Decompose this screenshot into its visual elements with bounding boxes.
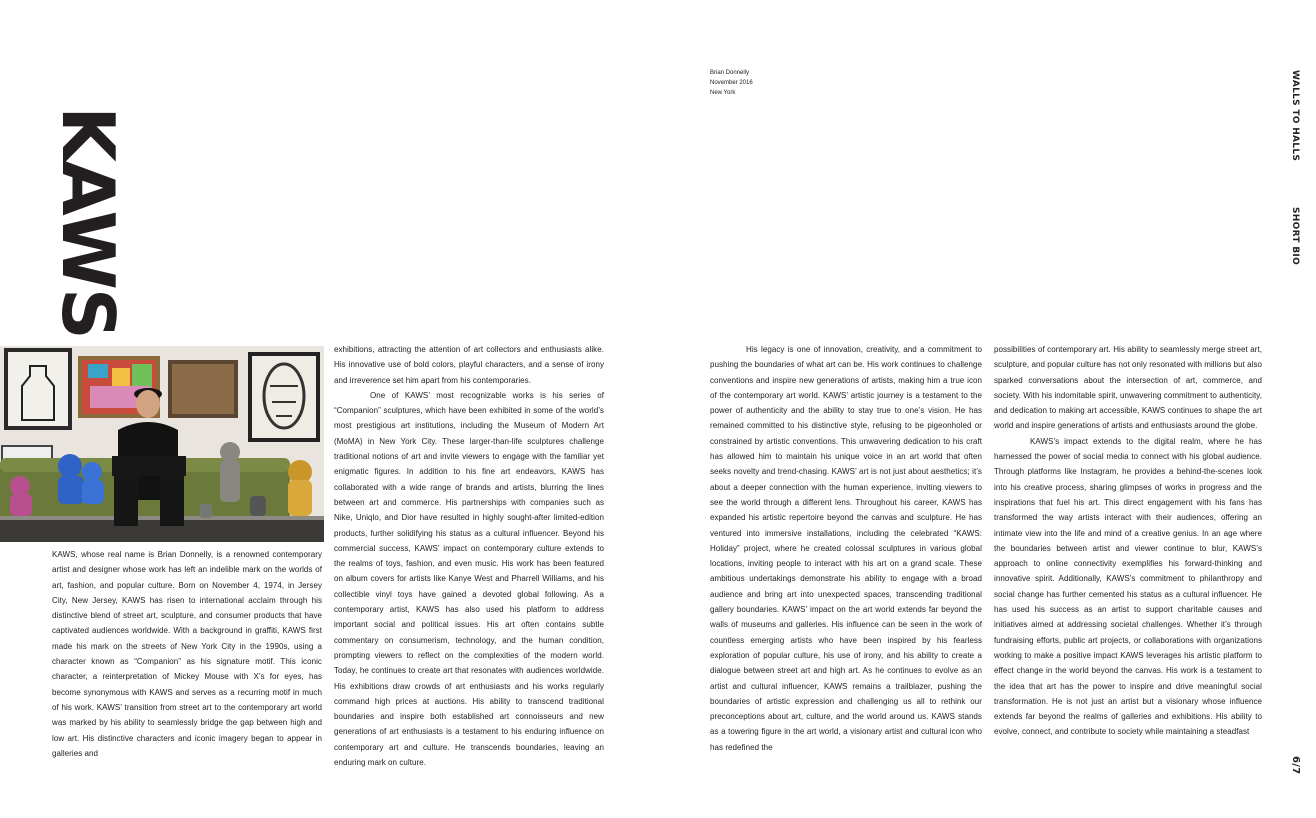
artist-photo bbox=[0, 346, 324, 542]
byline-location: New York bbox=[710, 90, 736, 96]
body-paragraph: His legacy is one of innovation, creativity, and a commitment to pushing the boundaries of what art can be. His work continues to challenge conventions and inspire new generations of artists, making him a true icon of the contemporary art world. KAWS’ artistic journey is a testament to the power of authenticity and the ability to stay true to one’s vision. He has remained committed to his distinctive style, refusing to be pigeonholed or constrained by artistic conventions. This unwavering dedication to his craft has allowed him to maintain his unique voice in an art world that often seeks novelty and trend-chasing. KAWS’ art is not just about aesthetics; it’s about a deeper connection with the human experience, inviting viewers to see the world through a different lens. Throughout his career, KAWS has expanded his artistic repertoire beyond the canvas and sculpture. He has ventured into immersive installations, including the celebrated “KAWS: Holiday” project, where he created colossal sculptures in various global locations, inviting people to interact with his art on a grand scale. These ambitious undertakings demonstrate his ability to engage with a broad audience and bring art into unexpected spaces, transcending traditional gallery boundaries. KAWS’ impact on the art world extends far beyond the walls of museums and galleries. His influence can be seen in the work of countless emerging artists who have been inspired by his fearless exploration of popular culture, his use of irony, and his ability to create a dialogue between street art and high art. As he continues to evolve as an artist and cultural influencer, KAWS remains a trailblazer, pushing the boundaries of artistic expression and challenging us all to rethink our preconceptions about art, culture, and the world around us. KAWS stands as a towering figure in the art world, a visionary artist and cultural icon who has redefined the bbox=[710, 345, 982, 752]
body-column-3 bbox=[710, 342, 982, 755]
page-number-text: 6/7 bbox=[1290, 756, 1301, 775]
article-title bbox=[46, 106, 130, 338]
body-paragraph: exhibitions, attracting the attention of art collectors and enthusiasts alike. His innovative use of bold colors, playful characters, and a sense of irony and irreverence set him apart from his contemporaries. bbox=[334, 345, 604, 385]
byline bbox=[710, 68, 753, 98]
body-paragraph: KAWS, whose real name is Brian Donnelly, is a renowned contemporary artist and designer whose work has left an indelible mark on the worlds of art, fashion, and popular culture. Born on November 4, 1974, in Jersey City, New Jersey, KAWS has risen to international acclaim through his distinctive blend of street art, sculpture, and consumer products that have captivated audiences worldwide. With a background in graffiti, KAWS first made his mark on the streets of New York City in the 1990s, using a character known as “Companion” as his signature motif. This iconic character, a reinterpretation of Mickey Mouse with X’s for eyes, has become synonymous with KAWS and serves as a recurring motif in much of his work. KAWS’ transition from street art to the contemporary art world was marked by his ability to seamlessly bridge the gap between high and low art. His distinctive characters and iconic imagery began to appear in galleries and bbox=[52, 550, 322, 758]
byline-date: November 2016 bbox=[710, 80, 753, 86]
side-label-subsection bbox=[1290, 207, 1304, 265]
side-label-section bbox=[1290, 70, 1304, 161]
body-paragraph: possibilities of contemporary art. His ability to seamlessly merge street art, sculpture, and popular culture has not only resonated with millions but also sparked conversations about the intersection of art, commerce, and society. With his indomitable spirit, unwavering commitment to authenticity, and dedication to making art accessible, KAWS continues to shape the art world and inspire generations of artists and enthusiasts around the globe. bbox=[994, 345, 1262, 431]
artist-photo-illustration bbox=[0, 346, 324, 542]
side-label-short-bio: SHORT BIO bbox=[1290, 207, 1300, 266]
body-paragraph: One of KAWS’ most recognizable works is his series of “Companion” sculptures, which have been exhibited in some of the world’s most prestigious art institutions, including the Museum of Modern Art (MoMA) in New York City. These larger-than-life sculptures challenge traditional notions of art and invite viewers to engage with the familiar yet enigmatic figures. In addition to his fine art endeavors, KAWS has collaborated with a wide range of brands and artists, blurring the lines between art and commerce. His partnerships with companies such as Nike, Uniqlo, and Dior have resulted in highly sought-after limited-edition products, further solidifying his status as a cultural influencer. Beyond his commercial success, KAWS’ impact on contemporary culture extends to the realms of toys, fashion, and even music. His work has been featured on album covers for artists like Kanye West and Pharrell Williams, and his collectible vinyl toys have gained a devoted global following. As a contemporary artist, KAWS has also used his platform to address important social and political issues. His art often contains subtle commentary on consumerism, technology, and the human condition, prompting viewers to reflect on the complexities of the modern world. Today, he continues to create art that resonates with audiences worldwide. His exhibitions draw crowds of art enthusiasts and his works regularly command high prices at auctions. His ability to transcend traditional boundaries and inspire both established art connoisseurs and new generations of art enthusiasts is a testament to his enduring influence on contemporary art and culture. He transcends boundaries, leaving an enduring mark on culture. bbox=[334, 390, 604, 768]
body-column-2 bbox=[334, 342, 604, 770]
side-label-walls-to-halls: WALLS TO HALLS bbox=[1290, 70, 1300, 162]
byline-author: Brian Donnelly bbox=[710, 70, 750, 76]
body-column-1 bbox=[52, 547, 322, 761]
body-column-4 bbox=[994, 342, 1262, 740]
article-title-text: KAWS bbox=[46, 106, 130, 338]
page-number bbox=[1290, 756, 1304, 774]
body-paragraph: KAWS’s impact extends to the digital realm, where he has harnessed the power of social media to connect with his global audience. Through platforms like Instagram, he provides a behind-the-scenes look into his creative process, sharing glimpses of works in progress and the inspirations that fuel his art. This direct engagement with his fans has transformed the way artists interact with their audiences, offering an intimate view into the life and mind of a creative genius. In an age where the boundaries between artist and viewer continue to blur, KAWS’s approach to online connectivity exemplifies his forward-thinking and innovative spirit. Additionally, KAWS’s commitment to philanthropy and social change has further cemented his status as a cultural influencer. He has used his success as an artist to support charitable causes and initiatives aimed at addressing societal challenges. Whether it’s through fundraising efforts, public art projects, or collaborations with organizations working to make a positive impact KAWS leverages his artistic platform to effect change in the world beyond the canvas. His work is a testament to the idea that art has the power to inspire and drive meaningful social transformation. He is not just an artist but a visionary whose influence extends far beyond the realms of galleries and exhibitions. His ability to evolve, connect, and contribute to society while maintaining a steadfast bbox=[994, 436, 1262, 737]
